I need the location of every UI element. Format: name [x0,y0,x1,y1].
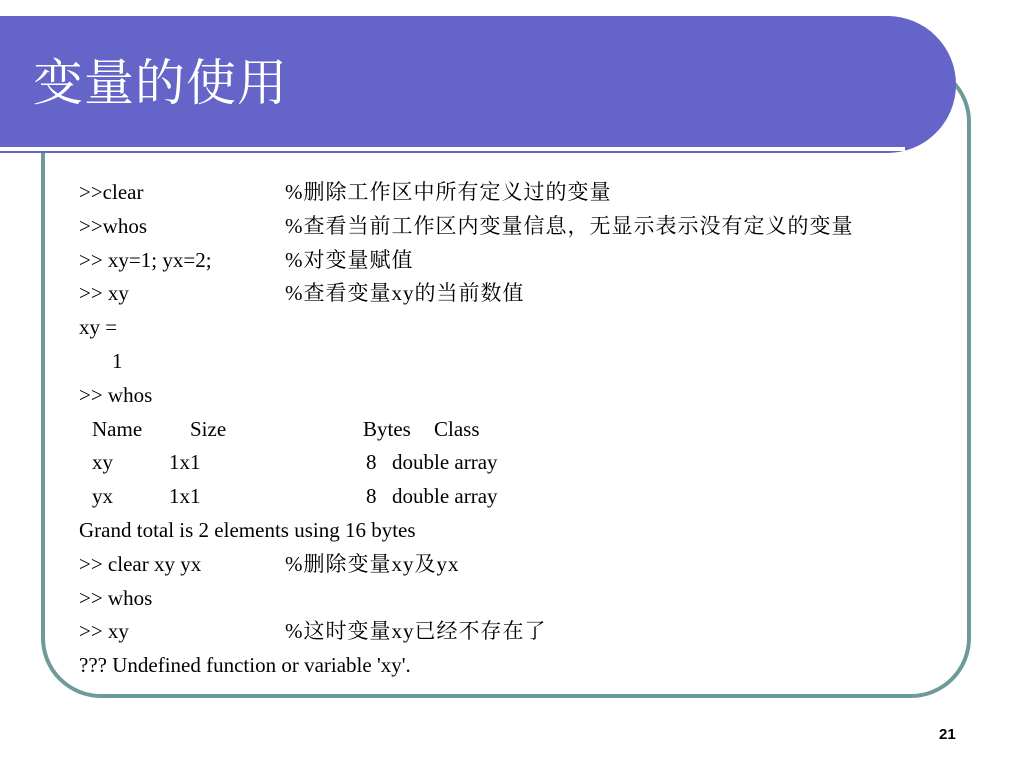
code-line [79,615,959,649]
comment-text: %对变量赋值 [285,247,414,272]
output-line [79,514,959,548]
whos-header-row [79,413,959,447]
comment-text: %查看变量xy的当前数值 [285,281,525,306]
cell-size: 1x1 [169,484,201,509]
cell-bytes: 8 [366,484,377,509]
output-line [79,649,959,683]
error-text: ??? Undefined function or variable 'xy'. [79,653,411,678]
whos-table-row [79,446,959,480]
output-line [79,311,959,345]
command-text: >>clear [79,180,144,204]
output-text: Grand total is 2 elements using 16 bytes [79,517,416,542]
command-text: >> xy=1; yx=2; [79,247,212,272]
output-value: 1 [112,348,123,373]
title-bar [0,16,956,153]
command-text: >>whos [79,213,148,238]
column-header-class: Class [434,416,480,441]
comment-text: %查看当前工作区内变量信息，无显示表示没有定义的变量 [285,213,854,238]
code-line [79,176,959,210]
command-text: >> xy [79,619,129,644]
whos-table-row [79,480,959,514]
code-line [79,582,959,616]
command-text: >> whos [79,585,153,610]
code-line [79,548,959,582]
output-line [79,345,959,379]
code-line [79,244,959,278]
cell-name: xy [92,450,113,475]
code-line [79,277,959,311]
page-number: 21 [939,726,956,743]
column-header-size: Size [190,416,227,441]
command-text: >> xy [79,281,129,306]
command-text: >> clear xy yx [79,551,202,576]
cell-class: double array [392,450,498,475]
cell-bytes: 8 [366,450,377,475]
code-line [79,210,959,244]
slide-title: 变量的使用 [33,54,288,112]
command-text: >> whos [79,382,153,407]
comment-text: %删除工作区中所有定义过的变量 [285,180,612,204]
column-header-name: Name [92,416,143,441]
column-header-bytes: Bytes [363,416,411,441]
cell-name: yx [92,484,113,509]
output-text: xy = [79,315,118,340]
cell-size: 1x1 [169,450,201,475]
comment-text: %这时变量xy已经不存在了 [285,619,547,644]
cell-class: double array [392,484,498,509]
title-underline [0,147,905,151]
code-listing [79,176,959,683]
comment-text: %删除变量xy及yx [285,551,460,576]
code-line [79,379,959,413]
